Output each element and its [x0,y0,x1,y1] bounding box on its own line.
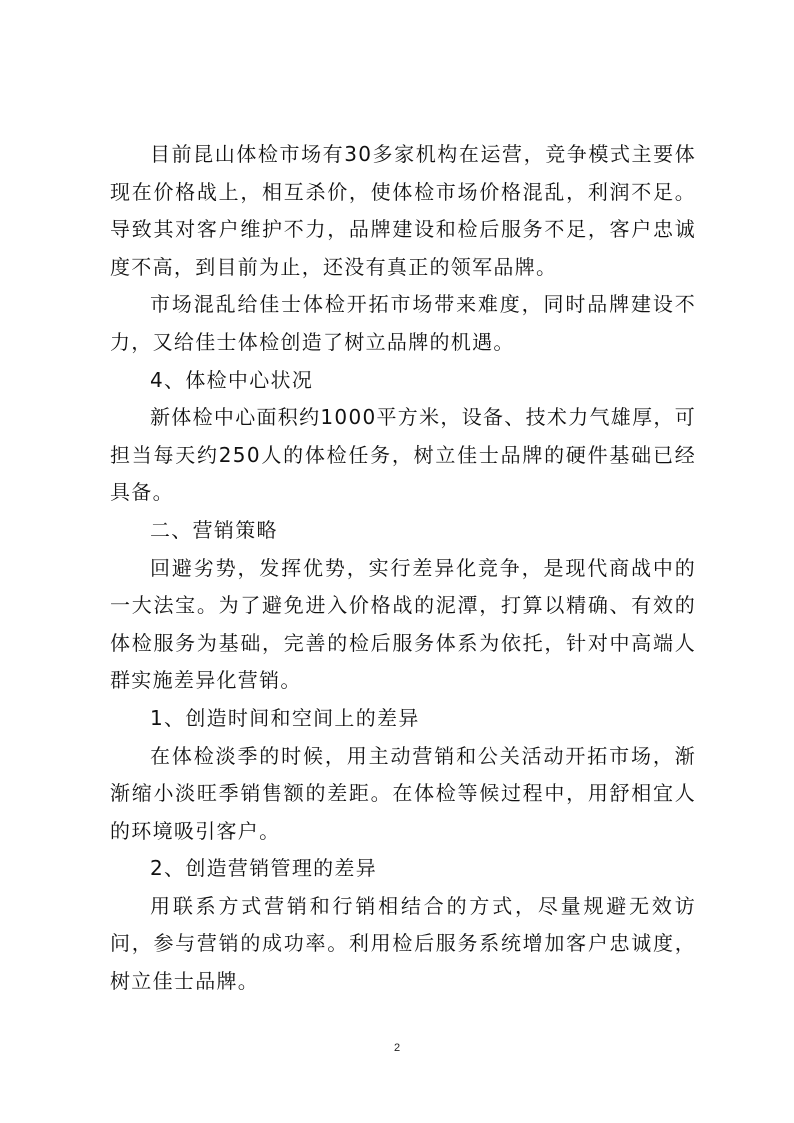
heading-time-space-difference: 1、创造时间和空间上的差异 [150,705,420,730]
paragraph-market-competition: 目前昆山体检市场有30多家机构在运营，竞争模式主要体现在价格战上，相互杀价，使体检市场价格混乱，利润不足。导致其对客户维护不力，品牌建设和检后服务不足，客户忠诚度不高，到目前为止，还没有真正的领军品牌。 [110,142,696,279]
heading-center-status: 4、体检中心状况 [150,367,314,392]
heading-marketing-management-difference: 2、创造营销管理的差异 [150,856,378,881]
paragraph-center-status: 新体检中心面积约1000平方米，设备、技术力气雄厚，可担当每天约250人的体检任务，树立佳士品牌的硬件基础已经具备。 [110,405,696,505]
paragraph-market-opportunity: 市场混乱给佳士体检开拓市场带来难度，同时品牌建设不力，又给佳士体检创造了树立品牌的机遇。 [110,292,696,354]
heading-marketing-strategy: 二、营销策略 [150,517,278,542]
paragraph-differentiation: 回避劣势，发挥优势，实行差异化竞争，是现代商战中的一大法宝。为了避免进入价格战的泥潭，打算以精确、有效的体检服务为基础，完善的检后服务体系为依托，针对中高端人群实施差异化营销。 [110,555,696,693]
paragraph-time-space-difference: 在体检淡季的时候，用主动营销和公关活动开拓市场，渐渐缩小淡旺季销售额的差距。在体检等候过程中，用舒相宜人的环境吸引客户。 [110,743,696,843]
page-number: 2 [393,1042,401,1054]
document-body [110,136,696,1001]
paragraph-marketing-management-difference: 用联系方式营销和行销相结合的方式，尽量规避无效访问，参与营销的成功率。利用检后服务系统增加客户忠诚度，树立佳士品牌。 [110,893,696,994]
